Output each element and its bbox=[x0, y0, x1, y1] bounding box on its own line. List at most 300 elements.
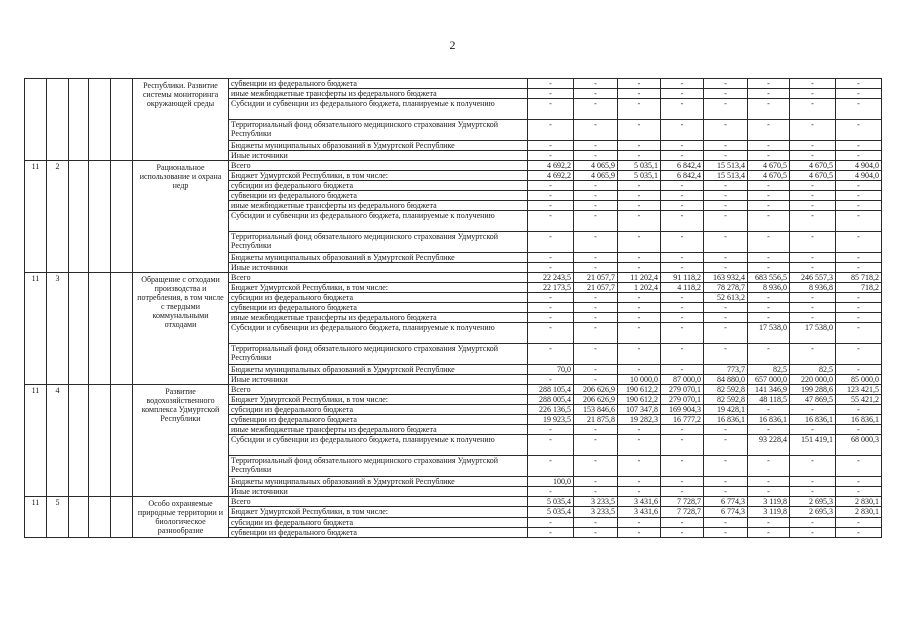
funding-source-cell: Субсидии и субвенции из федерального бюджета, планируемые к получению bbox=[229, 211, 528, 232]
value-cell: - bbox=[704, 99, 748, 120]
empty-cell bbox=[69, 273, 89, 385]
value-cell: - bbox=[836, 191, 882, 201]
value-cell: - bbox=[836, 120, 882, 141]
value-cell: - bbox=[574, 89, 618, 99]
value-cell: 87 000,0 bbox=[661, 375, 704, 385]
funding-source-cell: иные межбюджетные трансферты из федерального бюджета bbox=[229, 425, 528, 435]
value-cell: 100,0 bbox=[528, 477, 574, 487]
funding-source-cell: Всего bbox=[229, 385, 528, 395]
value-cell: 4 904,0 bbox=[836, 171, 882, 181]
funding-source-cell: субвенции из федерального бюджета bbox=[229, 415, 528, 425]
value-cell: - bbox=[704, 313, 748, 323]
value-cell: 8 936,8 bbox=[790, 283, 836, 293]
funding-source-cell: Всего bbox=[229, 273, 528, 283]
value-cell: 4 118,2 bbox=[661, 283, 704, 293]
value-cell: - bbox=[748, 456, 790, 477]
value-cell: 163 932,4 bbox=[704, 273, 748, 283]
value-cell: 6 842,4 bbox=[661, 171, 704, 181]
value-cell: - bbox=[790, 456, 836, 477]
value-cell: 78 278,7 bbox=[704, 283, 748, 293]
value-cell: - bbox=[618, 89, 661, 99]
value-cell: - bbox=[836, 477, 882, 487]
value-cell: - bbox=[528, 323, 574, 344]
value-cell: - bbox=[618, 527, 661, 537]
value-cell: - bbox=[528, 425, 574, 435]
funding-source-cell: субвенции из федерального бюджета bbox=[229, 527, 528, 537]
value-cell: - bbox=[661, 435, 704, 456]
value-cell: - bbox=[836, 181, 882, 191]
subprogram-number-cell: 5 bbox=[47, 497, 69, 538]
value-cell: - bbox=[790, 293, 836, 303]
empty-cell bbox=[111, 161, 133, 273]
value-cell: 16 836,1 bbox=[790, 415, 836, 425]
value-cell: 3 233,5 bbox=[574, 507, 618, 517]
value-cell: - bbox=[790, 141, 836, 151]
value-cell: - bbox=[574, 191, 618, 201]
value-cell: 190 612,2 bbox=[618, 385, 661, 395]
value-cell: - bbox=[790, 313, 836, 323]
value-cell: - bbox=[574, 375, 618, 385]
value-cell: - bbox=[790, 405, 836, 415]
value-cell: 246 557,3 bbox=[790, 273, 836, 283]
value-cell: 288 005,4 bbox=[528, 395, 574, 405]
value-cell: 91 118,2 bbox=[661, 273, 704, 283]
value-cell: - bbox=[618, 79, 661, 89]
table-row bbox=[25, 273, 882, 283]
value-cell: - bbox=[748, 487, 790, 497]
value-cell: 3 233,5 bbox=[574, 497, 618, 507]
value-cell: - bbox=[661, 365, 704, 375]
value-cell: 4 692,2 bbox=[528, 161, 574, 171]
value-cell: 2 830,1 bbox=[836, 497, 882, 507]
table-row bbox=[25, 385, 882, 395]
value-cell: - bbox=[528, 313, 574, 323]
value-cell: - bbox=[704, 232, 748, 253]
financing-table bbox=[24, 78, 882, 538]
value-cell: 773,7 bbox=[704, 365, 748, 375]
value-cell: - bbox=[790, 120, 836, 141]
subprogram-name-cell: Республики. Развитие системы мониторинга окружающей среды bbox=[133, 79, 229, 161]
value-cell: - bbox=[790, 487, 836, 497]
value-cell: 15 513,4 bbox=[704, 171, 748, 181]
value-cell: - bbox=[704, 435, 748, 456]
value-cell: - bbox=[618, 323, 661, 344]
value-cell: 2 695,3 bbox=[790, 507, 836, 517]
value-cell: 4 670,5 bbox=[790, 171, 836, 181]
value-cell: - bbox=[836, 89, 882, 99]
value-cell: - bbox=[574, 365, 618, 375]
empty-cell bbox=[89, 161, 111, 273]
value-cell: - bbox=[748, 181, 790, 191]
value-cell: 199 288,6 bbox=[790, 385, 836, 395]
value-cell: - bbox=[748, 303, 790, 313]
value-cell: - bbox=[528, 141, 574, 151]
value-cell: 123 421,5 bbox=[836, 385, 882, 395]
value-cell: 153 846,6 bbox=[574, 405, 618, 415]
value-cell: - bbox=[574, 120, 618, 141]
value-cell: - bbox=[528, 517, 574, 527]
value-cell: - bbox=[574, 456, 618, 477]
value-cell: - bbox=[790, 181, 836, 191]
value-cell: - bbox=[574, 181, 618, 191]
funding-source-cell: Иные источники bbox=[229, 487, 528, 497]
value-cell: - bbox=[790, 253, 836, 263]
value-cell: 5 035,4 bbox=[528, 507, 574, 517]
funding-source-cell: Бюджеты муниципальных образований в Удмуртской Республике bbox=[229, 253, 528, 263]
value-cell: - bbox=[618, 344, 661, 365]
empty-cell bbox=[69, 79, 89, 161]
funding-source-cell: Бюджеты муниципальных образований в Удмуртской Республике bbox=[229, 365, 528, 375]
value-cell: - bbox=[618, 303, 661, 313]
value-cell: - bbox=[661, 487, 704, 497]
value-cell: - bbox=[528, 253, 574, 263]
value-cell: - bbox=[618, 487, 661, 497]
value-cell: - bbox=[661, 477, 704, 487]
value-cell: - bbox=[836, 79, 882, 89]
value-cell: - bbox=[704, 456, 748, 477]
value-cell: 2 830,1 bbox=[836, 507, 882, 517]
funding-source-cell: Бюджет Удмуртской Республики, в том числе: bbox=[229, 283, 528, 293]
value-cell: 11 202,4 bbox=[618, 273, 661, 283]
value-cell: - bbox=[618, 293, 661, 303]
value-cell: - bbox=[574, 79, 618, 89]
value-cell: - bbox=[661, 456, 704, 477]
value-cell: - bbox=[661, 344, 704, 365]
program-code-cell: 11 bbox=[25, 497, 47, 538]
value-cell: - bbox=[528, 232, 574, 253]
value-cell: - bbox=[790, 191, 836, 201]
value-cell: - bbox=[836, 527, 882, 537]
table-row bbox=[25, 161, 882, 171]
value-cell: 5 035,1 bbox=[618, 161, 661, 171]
funding-source-cell: Субсидии и субвенции из федерального бюджета, планируемые к получению bbox=[229, 323, 528, 344]
funding-source-cell: субсидии из федерального бюджета bbox=[229, 517, 528, 527]
value-cell: 2 695,3 bbox=[790, 497, 836, 507]
value-cell: - bbox=[618, 517, 661, 527]
value-cell: - bbox=[748, 89, 790, 99]
value-cell: - bbox=[704, 344, 748, 365]
value-cell: - bbox=[574, 151, 618, 161]
value-cell: - bbox=[836, 232, 882, 253]
value-cell: - bbox=[836, 456, 882, 477]
funding-source-cell: Территориальный фонд обязательного медицинского страхования Удмуртской Республики bbox=[229, 344, 528, 365]
page-number: 2 bbox=[449, 38, 456, 52]
value-cell: - bbox=[748, 263, 790, 273]
value-cell: - bbox=[836, 487, 882, 497]
table-row bbox=[25, 497, 882, 507]
value-cell: 82,5 bbox=[748, 365, 790, 375]
value-cell: - bbox=[574, 232, 618, 253]
value-cell: 84 880,0 bbox=[704, 375, 748, 385]
value-cell: - bbox=[618, 435, 661, 456]
value-cell: - bbox=[528, 435, 574, 456]
value-cell: 68 000,3 bbox=[836, 435, 882, 456]
value-cell: - bbox=[618, 253, 661, 263]
funding-source-cell: Бюджет Удмуртской Республики, в том числе: bbox=[229, 395, 528, 405]
empty-cell bbox=[89, 497, 111, 538]
value-cell: - bbox=[836, 201, 882, 211]
value-cell: - bbox=[704, 181, 748, 191]
value-cell: - bbox=[704, 211, 748, 232]
value-cell: - bbox=[790, 263, 836, 273]
value-cell: 19 923,5 bbox=[528, 415, 574, 425]
value-cell: - bbox=[836, 253, 882, 263]
value-cell: 17 538,0 bbox=[790, 323, 836, 344]
value-cell: - bbox=[748, 425, 790, 435]
value-cell: - bbox=[574, 141, 618, 151]
value-cell: - bbox=[748, 527, 790, 537]
value-cell: - bbox=[704, 323, 748, 344]
value-cell: 82,5 bbox=[790, 365, 836, 375]
value-cell: 93 228,4 bbox=[748, 435, 790, 456]
value-cell: - bbox=[748, 201, 790, 211]
funding-source-cell: субвенции из федерального бюджета bbox=[229, 191, 528, 201]
value-cell: - bbox=[528, 191, 574, 201]
value-cell: 4 670,5 bbox=[748, 171, 790, 181]
value-cell: 85 718,2 bbox=[836, 273, 882, 283]
value-cell: - bbox=[748, 405, 790, 415]
value-cell: 288 105,4 bbox=[528, 385, 574, 395]
value-cell: 206 626,9 bbox=[574, 385, 618, 395]
value-cell: - bbox=[661, 151, 704, 161]
value-cell: - bbox=[704, 89, 748, 99]
value-cell: - bbox=[836, 313, 882, 323]
value-cell: - bbox=[618, 456, 661, 477]
value-cell: 107 347,8 bbox=[618, 405, 661, 415]
empty-cell bbox=[69, 497, 89, 538]
value-cell: - bbox=[790, 517, 836, 527]
funding-source-cell: Бюджет Удмуртской Республики, в том числе: bbox=[229, 171, 528, 181]
program-code-cell: 11 bbox=[25, 385, 47, 497]
value-cell: - bbox=[528, 79, 574, 89]
value-cell: - bbox=[661, 232, 704, 253]
funding-source-cell: субсидии из федерального бюджета bbox=[229, 181, 528, 191]
value-cell: 4 692,2 bbox=[528, 171, 574, 181]
value-cell: - bbox=[661, 293, 704, 303]
value-cell: - bbox=[704, 201, 748, 211]
value-cell: 52 613,2 bbox=[704, 293, 748, 303]
value-cell: - bbox=[661, 120, 704, 141]
funding-source-cell: Субсидии и субвенции из федерального бюджета, планируемые к получению bbox=[229, 435, 528, 456]
value-cell: - bbox=[836, 405, 882, 415]
program-code-cell bbox=[25, 79, 47, 161]
value-cell: - bbox=[704, 253, 748, 263]
value-cell: 19 282,3 bbox=[618, 415, 661, 425]
value-cell: 3 119,8 bbox=[748, 497, 790, 507]
funding-source-cell: Территориальный фонд обязательного медицинского страхования Удмуртской Республики bbox=[229, 120, 528, 141]
value-cell: - bbox=[574, 477, 618, 487]
funding-source-cell: иные межбюджетные трансферты из федерального бюджета bbox=[229, 201, 528, 211]
value-cell: 21 057,7 bbox=[574, 283, 618, 293]
value-cell: - bbox=[528, 99, 574, 120]
value-cell: - bbox=[661, 211, 704, 232]
value-cell: - bbox=[836, 99, 882, 120]
value-cell: - bbox=[704, 120, 748, 141]
value-cell: 657 000,0 bbox=[748, 375, 790, 385]
value-cell: - bbox=[574, 323, 618, 344]
value-cell: 85 000,0 bbox=[836, 375, 882, 385]
empty-cell bbox=[111, 273, 133, 385]
subprogram-name-cell: Обращение с отходами производства и потребления, в том числе с твердыми коммунальными отходами bbox=[133, 273, 229, 385]
subprogram-number-cell: 3 bbox=[47, 273, 69, 385]
value-cell: - bbox=[528, 303, 574, 313]
value-cell: - bbox=[528, 89, 574, 99]
value-cell: - bbox=[618, 232, 661, 253]
value-cell: 3 119,8 bbox=[748, 507, 790, 517]
value-cell: - bbox=[661, 99, 704, 120]
empty-cell bbox=[69, 385, 89, 497]
value-cell: - bbox=[618, 211, 661, 232]
value-cell: - bbox=[704, 303, 748, 313]
funding-source-cell: иные межбюджетные трансферты из федерального бюджета bbox=[229, 313, 528, 323]
value-cell: 4 065,9 bbox=[574, 161, 618, 171]
value-cell: - bbox=[748, 151, 790, 161]
subprogram-name-cell: Особо охраняемые природные территории и биологическое разнообразие bbox=[133, 497, 229, 538]
value-cell: - bbox=[618, 151, 661, 161]
empty-cell bbox=[89, 79, 111, 161]
value-cell: 279 070,1 bbox=[661, 395, 704, 405]
value-cell: - bbox=[790, 477, 836, 487]
value-cell: 4 670,5 bbox=[790, 161, 836, 171]
value-cell: - bbox=[836, 263, 882, 273]
value-cell: - bbox=[748, 211, 790, 232]
value-cell: 4 670,5 bbox=[748, 161, 790, 171]
value-cell: - bbox=[836, 151, 882, 161]
value-cell: - bbox=[574, 211, 618, 232]
value-cell: 21 875,8 bbox=[574, 415, 618, 425]
value-cell: - bbox=[790, 79, 836, 89]
value-cell: - bbox=[618, 201, 661, 211]
funding-source-cell: иные межбюджетные трансферты из федерального бюджета bbox=[229, 89, 528, 99]
value-cell: - bbox=[528, 527, 574, 537]
value-cell: 47 869,5 bbox=[790, 395, 836, 405]
value-cell: - bbox=[790, 201, 836, 211]
subprogram-name-cell: Рациональное использование и охрана недр bbox=[133, 161, 229, 273]
funding-source-cell: Территориальный фонд обязательного медицинского страхования Удмуртской Республики bbox=[229, 232, 528, 253]
value-cell: - bbox=[748, 120, 790, 141]
value-cell: 16 836,1 bbox=[836, 415, 882, 425]
value-cell: 22 243,5 bbox=[528, 273, 574, 283]
value-cell: - bbox=[790, 99, 836, 120]
funding-source-cell: субвенции из федерального бюджета bbox=[229, 303, 528, 313]
subprogram-number-cell: 4 bbox=[47, 385, 69, 497]
funding-source-cell: Субсидии и субвенции из федерального бюджета, планируемые к получению bbox=[229, 99, 528, 120]
value-cell: 8 936,0 bbox=[748, 283, 790, 293]
value-cell: - bbox=[661, 253, 704, 263]
value-cell: - bbox=[790, 89, 836, 99]
value-cell: - bbox=[704, 477, 748, 487]
value-cell: - bbox=[790, 425, 836, 435]
value-cell: - bbox=[528, 201, 574, 211]
value-cell: - bbox=[574, 99, 618, 120]
value-cell: - bbox=[836, 293, 882, 303]
funding-source-cell: Всего bbox=[229, 497, 528, 507]
value-cell: - bbox=[748, 191, 790, 201]
value-cell: - bbox=[836, 365, 882, 375]
value-cell: - bbox=[661, 191, 704, 201]
value-cell: 7 728,7 bbox=[661, 507, 704, 517]
value-cell: - bbox=[748, 293, 790, 303]
value-cell: - bbox=[790, 211, 836, 232]
value-cell: 226 136,5 bbox=[528, 405, 574, 415]
value-cell: 17 538,0 bbox=[748, 323, 790, 344]
value-cell: - bbox=[661, 79, 704, 89]
value-cell: 82 592,8 bbox=[704, 395, 748, 405]
empty-cell bbox=[111, 385, 133, 497]
value-cell: 3 431,6 bbox=[618, 497, 661, 507]
value-cell: - bbox=[704, 425, 748, 435]
value-cell: - bbox=[748, 253, 790, 263]
funding-source-cell: Бюджеты муниципальных образований в Удмуртской Республике bbox=[229, 141, 528, 151]
value-cell: - bbox=[574, 527, 618, 537]
value-cell: - bbox=[618, 263, 661, 273]
value-cell: - bbox=[528, 344, 574, 365]
value-cell: - bbox=[836, 344, 882, 365]
value-cell: - bbox=[574, 344, 618, 365]
value-cell: - bbox=[790, 151, 836, 161]
value-cell: 4 065,9 bbox=[574, 171, 618, 181]
value-cell: - bbox=[661, 313, 704, 323]
value-cell: - bbox=[618, 141, 661, 151]
value-cell: 15 513,4 bbox=[704, 161, 748, 171]
value-cell: 190 612,2 bbox=[618, 395, 661, 405]
program-code-cell: 11 bbox=[25, 161, 47, 273]
table-row bbox=[25, 79, 882, 89]
value-cell: - bbox=[790, 344, 836, 365]
value-cell: - bbox=[661, 323, 704, 344]
value-cell: - bbox=[748, 232, 790, 253]
value-cell: - bbox=[661, 527, 704, 537]
value-cell: - bbox=[618, 365, 661, 375]
value-cell: 5 035,1 bbox=[618, 171, 661, 181]
value-cell: - bbox=[528, 120, 574, 141]
value-cell: 10 000,0 bbox=[618, 375, 661, 385]
value-cell: - bbox=[574, 313, 618, 323]
value-cell: - bbox=[574, 487, 618, 497]
value-cell: 1 202,4 bbox=[618, 283, 661, 293]
value-cell: 19 428,1 bbox=[704, 405, 748, 415]
value-cell: - bbox=[661, 303, 704, 313]
value-cell: - bbox=[704, 263, 748, 273]
value-cell: - bbox=[618, 191, 661, 201]
value-cell: - bbox=[574, 201, 618, 211]
value-cell: - bbox=[618, 477, 661, 487]
value-cell: - bbox=[574, 303, 618, 313]
value-cell: 5 035,4 bbox=[528, 497, 574, 507]
value-cell: 141 346,9 bbox=[748, 385, 790, 395]
value-cell: - bbox=[748, 141, 790, 151]
value-cell: 6 774,3 bbox=[704, 497, 748, 507]
value-cell: - bbox=[528, 456, 574, 477]
value-cell: - bbox=[748, 477, 790, 487]
value-cell: 718,2 bbox=[836, 283, 882, 293]
value-cell: 206 626,9 bbox=[574, 395, 618, 405]
value-cell: - bbox=[790, 232, 836, 253]
value-cell: - bbox=[618, 425, 661, 435]
value-cell: - bbox=[836, 425, 882, 435]
program-code-cell: 11 bbox=[25, 273, 47, 385]
value-cell: - bbox=[528, 487, 574, 497]
value-cell: - bbox=[661, 89, 704, 99]
subprogram-name-cell: Развитие водохозяйственного комплекса Удмуртской Республики bbox=[133, 385, 229, 497]
value-cell: - bbox=[618, 120, 661, 141]
value-cell: - bbox=[748, 517, 790, 527]
value-cell: - bbox=[836, 211, 882, 232]
value-cell: 21 057,7 bbox=[574, 273, 618, 283]
value-cell: - bbox=[704, 527, 748, 537]
value-cell: 683 556,5 bbox=[748, 273, 790, 283]
value-cell: 16 836,1 bbox=[748, 415, 790, 425]
